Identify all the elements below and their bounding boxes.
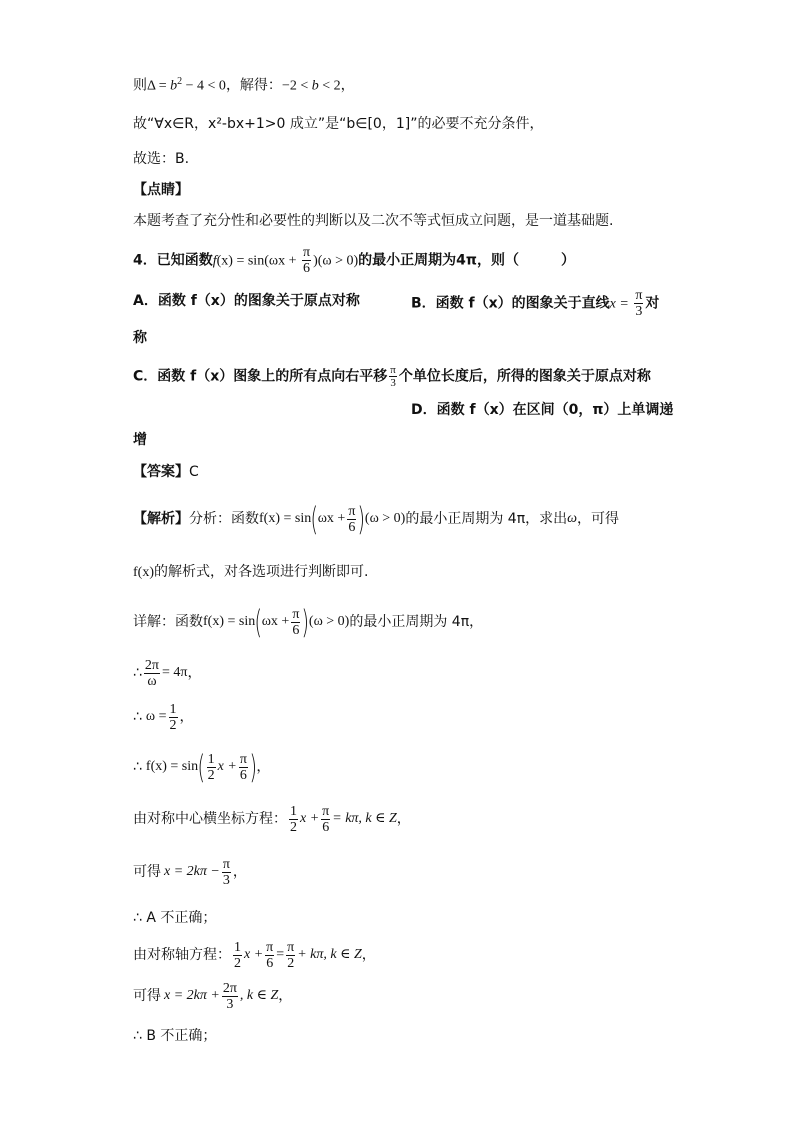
analysis-line-2 (133, 562, 368, 583)
solution-line-delta (133, 72, 355, 97)
text: 个单位长度后，所得的图象关于原点对称 (398, 368, 651, 385)
math: (ω > 0) (364, 511, 406, 526)
text: 的最小正周期为 4π，求出 (405, 511, 568, 527)
text: ， (256, 759, 271, 775)
math: x = 2kπ + (164, 988, 220, 1003)
solution-line-choice: 故选：B. (133, 151, 190, 167)
math: f(x) = sin (203, 614, 256, 629)
text: ， (278, 988, 293, 1004)
step-axis-equation (133, 935, 376, 975)
text: ，可得 (577, 511, 620, 527)
text: 的最小正周期为 4π， (349, 614, 484, 630)
fraction: $\frac{\pi}{2}$ (287, 939, 295, 971)
step-center-equation (133, 799, 411, 839)
comment-text: 本题考查了充分性和必要性的判断以及二次不等式恒成立问题，是一道基础题. (133, 213, 614, 229)
fraction: $\frac{\pi}{6}$ (292, 606, 300, 638)
text: C．函数 f（x）图象上的所有点向右平移 (133, 368, 388, 385)
math: (ω > 0) (308, 614, 350, 629)
text: ， (187, 665, 202, 681)
text: ， (179, 709, 194, 725)
fraction: $\frac{1}{2}$ (234, 939, 241, 971)
fraction: $\frac{\pi}{6}$ (302, 245, 311, 276)
math: x = (609, 296, 633, 312)
math: ωx + (261, 614, 290, 629)
option-a: A．函数 f（x）的图象关于原点对称 (133, 293, 360, 309)
math: ω (567, 511, 578, 526)
analysis-label: 【解析】 (133, 511, 189, 527)
step-omega-value (133, 698, 194, 736)
answer-value: C (189, 464, 199, 480)
answer-label: 【答案】 (133, 464, 189, 480)
fraction: $\frac{\pi}{6}$ (322, 803, 330, 835)
step-axis-result (133, 976, 292, 1016)
step-function: ∴ f(x) = sin ( $\frac{1}{2}$ x + $\frac{\pi}{6}$ ) ， (133, 748, 271, 786)
step-b-incorrect: ∴ B 不正确； (133, 1028, 217, 1044)
fraction: $\frac{2\pi}{3}$ (222, 980, 237, 1012)
math: b (311, 78, 319, 94)
step-omega-eq (133, 654, 201, 692)
text: 分析：函数 (189, 511, 259, 527)
math: Δ = (147, 78, 171, 94)
math: (x) = sin(ωx + (216, 253, 300, 269)
math: = 4π (162, 665, 188, 680)
fraction: $\frac{1}{2}$ (169, 701, 177, 733)
fraction: $\frac{\pi}{3}$ (222, 856, 230, 888)
math: 2 (177, 76, 183, 87)
fraction: $\frac{\pi}{6}$ (348, 503, 356, 535)
math: x + (244, 947, 264, 962)
therefore-symbol: ∴ (133, 665, 142, 681)
text: ，解得： (225, 77, 282, 94)
math: f(x) (133, 565, 154, 580)
math: + kπ, k ∈ Z (297, 947, 362, 962)
text: 可得 (133, 864, 161, 880)
math: , k ∈ Z (239, 988, 279, 1003)
therefore-symbol: ∴ (133, 759, 142, 775)
text: 详解：函数 (133, 614, 203, 630)
text: 的解析式，对各选项进行判断即可. (154, 564, 369, 580)
fraction: $\frac{\pi}{6}$ (266, 939, 274, 971)
text: ， (361, 947, 376, 963)
math: )(ω > 0) (313, 253, 359, 269)
question-4-stem (133, 245, 575, 276)
math: f(x) = sin (145, 759, 199, 774)
text: B．函数 f（x）的图象关于直线 (411, 295, 610, 312)
math: f(x) = sin (259, 511, 312, 526)
fraction: $\frac{1}{2}$ (290, 803, 297, 835)
solution-line-conclusion: 故“∀x∈R，x²-bx+1>0 成立”是“b∈[0，1]”的必要不充分条件， (133, 116, 544, 132)
math: ωx + (317, 511, 346, 526)
option-d-continued: 增 (133, 432, 147, 448)
math: x + (300, 811, 320, 826)
text: 对 (645, 295, 660, 312)
text: ， (232, 864, 247, 880)
text: 可得 (133, 988, 161, 1004)
text: 的最小正周期为4π，则（ ） (358, 252, 575, 269)
text: 4．已知函数 (133, 252, 213, 269)
fraction: $\frac{2\pi}{\omega}$ (144, 657, 159, 689)
math: x + (217, 759, 237, 774)
math: − 4 < 0 (182, 78, 226, 94)
text: ， (340, 77, 355, 94)
math: < 2 (318, 78, 341, 94)
analysis-line: 【解析】 分析：函数 f(x) = sin ( ωx + $\frac{\pi}{6}$ ) (ω > 0) 的最小正周期为 4π，求出 ω ，可得 (133, 500, 620, 538)
option-d: D．函数 f（x）在区间（0，π）上单调递 (411, 402, 674, 418)
answer-line (133, 462, 199, 482)
math: x = 2kπ − (164, 864, 220, 879)
text: 由对称中心横坐标方程： (133, 811, 287, 827)
math: b (170, 78, 178, 94)
math: f (212, 253, 217, 269)
fraction: $\frac{1}{2}$ (207, 751, 215, 783)
section-label-comment: 【点睛】 (133, 182, 189, 198)
text: 由对称轴方程： (133, 947, 231, 963)
step-a-incorrect: ∴ A 不正确； (133, 910, 217, 926)
text: ， (396, 811, 411, 827)
math: −2 < (281, 78, 312, 94)
step-center-result (133, 852, 247, 892)
fraction: $\frac{\pi}{6}$ (239, 751, 247, 783)
text: 则 (133, 77, 147, 94)
math: = kπ, k ∈ Z (332, 811, 397, 826)
fraction: $\frac{\pi}{3}$ (635, 288, 643, 319)
therefore-symbol: ∴ (133, 709, 142, 725)
option-b (411, 288, 659, 319)
fraction: $\frac{\pi}{3}$ (390, 364, 396, 389)
math: ω = (145, 709, 167, 724)
option-c (133, 364, 651, 389)
math: = (276, 947, 285, 962)
option-b-continued: 称 (133, 330, 147, 346)
detail-line: 详解：函数 f(x) = sin ( ωx + $\frac{\pi}{6}$ ) (ω > 0) 的最小正周期为 4π， (133, 603, 484, 641)
